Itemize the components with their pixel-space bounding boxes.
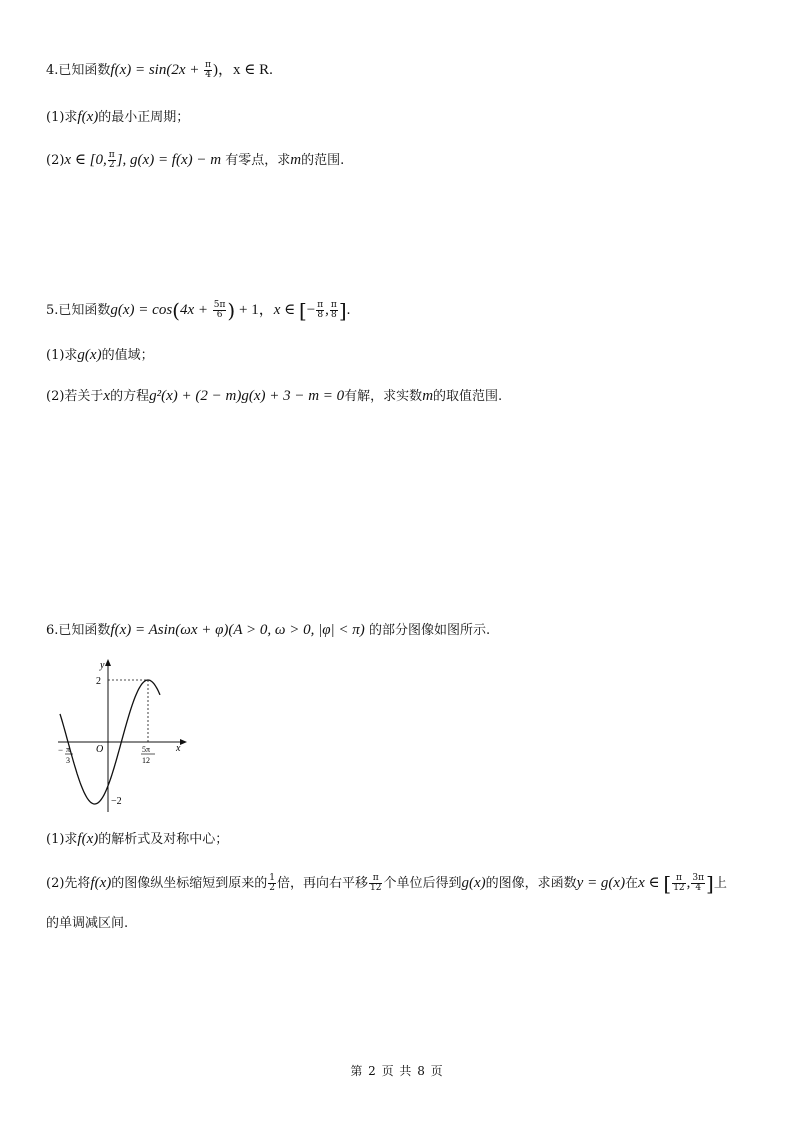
x-label: x <box>176 743 181 754</box>
y-max-label: 2 <box>96 676 101 687</box>
origin-label: O <box>96 744 104 755</box>
y-label: y <box>100 660 105 671</box>
left-sign: − <box>58 745 64 755</box>
peak-den: 12 <box>142 756 150 765</box>
fraction: $\frac{\pi}{4}$ <box>205 60 212 80</box>
y-min-label: −2 <box>111 796 122 807</box>
q5-statement: 5.已知函数g(x) = cos(4x + $\frac{5\pi}{6}$ ) + 1，x ∈ [− $\frac{\pi}{8}$ , $\frac{\pi}{8}$ ]. <box>46 298 351 323</box>
x-axis-arrow <box>180 739 187 745</box>
left-den: 3 <box>66 756 70 765</box>
page-footer: 第 2 页 共 8 页 <box>350 1064 444 1078</box>
q5-part2: (2)若关于x的方程g²(x) + (2 − m)g(x) + 3 − m = 0有解，求实数m的取值范围. <box>46 388 503 404</box>
q5-part1: (1)求g(x)的值域； <box>46 347 154 363</box>
peak-num: 5π <box>142 745 151 754</box>
q4-statement: 4.已知函数f(x) = sin(2x + $\frac{\pi}{4}$ )，x ∈ R. <box>46 60 273 80</box>
left-num: π <box>66 745 71 754</box>
sine-graph <box>56 656 196 816</box>
q4-part1: (1)求f(x)的最小正周期； <box>46 109 190 125</box>
q4-part2: (2)x ∈ [0, $\frac{\pi}{2}$ ], g(x) = f(x) − m 有零点，求m的范围. <box>46 150 345 170</box>
q6-statement: 6.已知函数f(x) = Asin(ωx + φ)(A > 0, ω > 0, |φ| < π) 的部分图像如图所示. <box>46 622 491 638</box>
q6-part2: (2)先将f(x)的图像纵坐标缩短到原来的 $\frac{1}{2}$ 倍，再向右平移 $\frac{\pi}{12}$ 个单位后得到g(x)的图像，求函数y = g(x)在x ∈ [ $\frac{\pi}{12}$ , $\frac{3\pi}{4}$ ]上 <box>46 871 727 896</box>
q6-part1: (1)求f(x)的解析式及对称中心； <box>46 831 229 847</box>
y-axis-arrow <box>105 659 111 666</box>
q6-part2-line2: 的单调减区间. <box>46 916 129 931</box>
